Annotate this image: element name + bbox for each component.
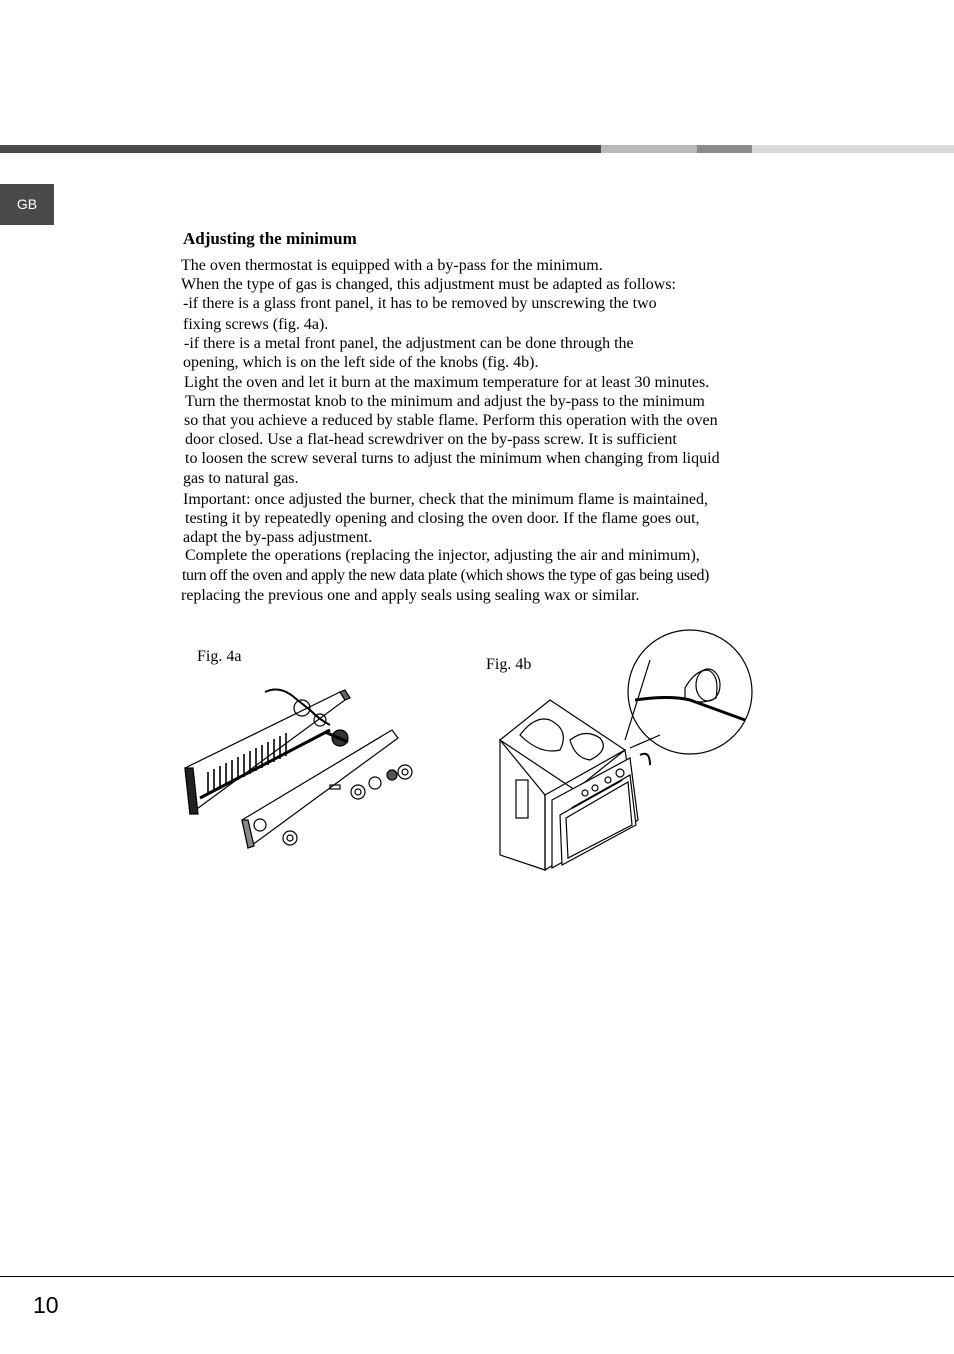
page-number: 10 <box>33 1292 59 1318</box>
oven-bypass-access-icon <box>490 640 760 875</box>
body-line: fixing screws (fig. 4a). <box>183 316 329 333</box>
body-line: Important: once adjusted the burner, check that the minimum flame is maintained, <box>183 491 708 508</box>
body-line: adapt the by-pass adjustment. <box>183 529 373 546</box>
figure-4b-caption: Fig. 4b <box>486 656 532 673</box>
body-line: to loosen the screw several turns to adjust the minimum when changing from liquid <box>185 450 720 467</box>
body-line: -if there is a metal front panel, the adjustment can be done through the <box>184 335 634 352</box>
header-bar-pale <box>752 145 954 153</box>
body-line: Light the oven and let it burn at the maximum temperature for at least 30 minutes. <box>184 374 710 391</box>
header-bar-mid <box>697 145 752 153</box>
body-line: so that you achieve a reduced by stable flame. Perform this operation with the oven <box>184 412 718 429</box>
body-line: When the type of gas is changed, this adjustment must be adapted as follows: <box>181 276 676 293</box>
body-line: opening, which is on the left side of the knobs (fig. 4b). <box>183 354 539 371</box>
body-line: gas to natural gas. <box>183 470 299 487</box>
body-line: Complete the operations (replacing the injector, adjusting the air and minimum), <box>185 547 700 564</box>
body-line: door closed. Use a flat-head screwdriver on the by-pass screw. It is sufficient <box>185 431 677 448</box>
section-title: Adjusting the minimum <box>183 229 357 248</box>
front-panel-removal-icon <box>180 680 420 855</box>
body-line: testing it by repeatedly opening and closing the oven door. If the flame goes out, <box>185 510 700 527</box>
body-line: replacing the previous one and apply seals using sealing wax or similar. <box>181 587 640 604</box>
body-line: turn off the oven and apply the new data plate (which shows the type of gas being used) <box>182 567 709 584</box>
figure-4a-caption: Fig. 4a <box>197 648 242 665</box>
header-bar-dark <box>0 145 601 153</box>
body-line: Turn the thermostat knob to the minimum and adjust the by-pass to the minimum <box>185 393 705 410</box>
body-line: -if there is a glass front panel, it has to be removed by unscrewing the two <box>183 295 657 312</box>
body-line: The oven thermostat is equipped with a by-pass for the minimum. <box>181 257 603 274</box>
header-bar-light <box>601 145 697 153</box>
footer-rule <box>0 1276 954 1277</box>
language-tab: GB <box>0 184 54 225</box>
